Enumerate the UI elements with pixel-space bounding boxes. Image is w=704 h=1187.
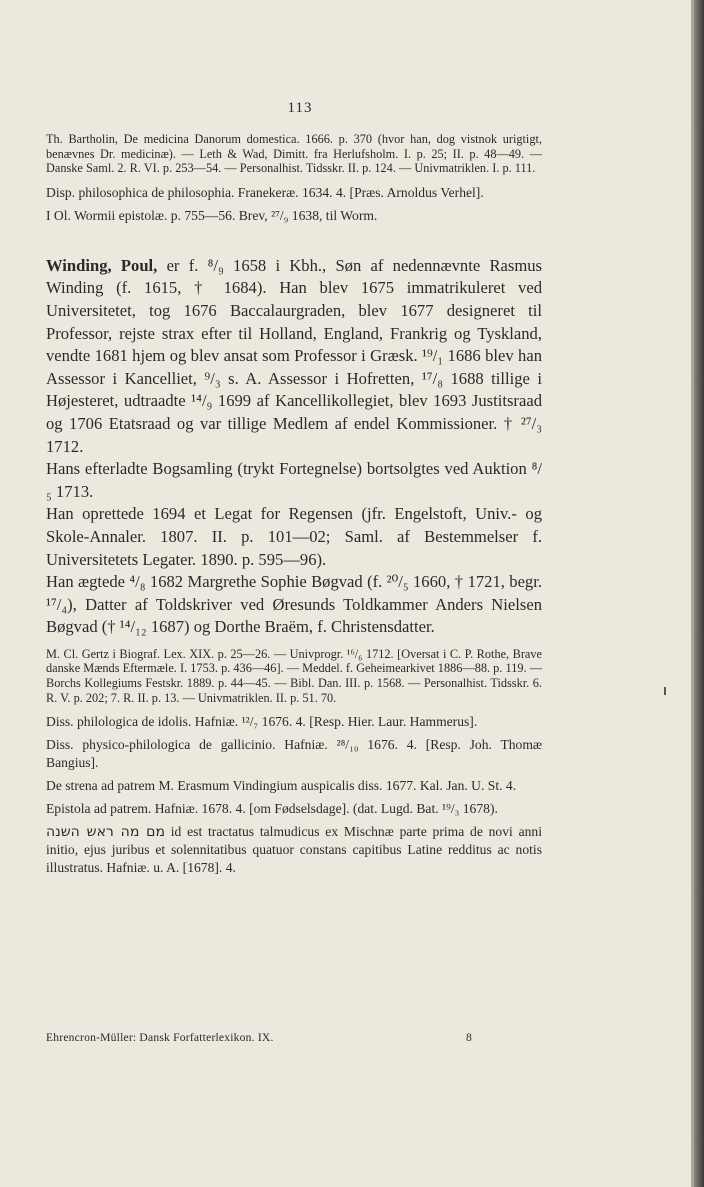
intro-references: Th. Bartholin, De medicina Danorum domestica. 1666. p. 370 (hvor han, dog vistnok urigtigt, benævnes Dr. medicinæ). — Leth & Wad, Dimitt. fra Herlufsholm. I. p. 25; II. p. 48—49. — Danske Saml. 2. R. VI. p. 253—54. — Personalhist. Tidsskr. II. p. 124. — Univmatriklen. I. p. 111.: [46, 132, 542, 176]
footer-signature: 8: [466, 1031, 472, 1044]
margin-mark: [664, 687, 666, 695]
intro-work-2: I Ol. Wormii epistolæ. p. 755—56. Brev, ²⁷/₉ 1638, til Worm.: [46, 207, 378, 223]
footer-title: Ehrencron-Müller: Dansk Forfatterlexikon. IX.: [46, 1031, 274, 1044]
entry-paragraph-1: Hans efterladte Bogsamling (trykt Fortegnelse) bortsolgtes ved Auktion ⁸/₅ 1713.: [46, 459, 542, 501]
entry-work-5: [46, 823, 542, 877]
entry-paragraph-2: Han oprettede 1694 et Legat for Regensen (jfr. Engelstoft, Univ.- og Skole-Annaler. 1807. II. p. 101—02; Saml. af Bestemmelser f. Universitetets Legater. 1890. p. 595—96).: [46, 504, 542, 569]
entry-name: Winding, Poul,: [46, 255, 158, 275]
entry-work-2: Diss. physico-philologica de gallicinio. Hafniæ. ²⁸/₁₀ 1676. 4. [Resp. Joh. Thomæ Bangius].: [46, 737, 542, 771]
entry-work-4: Epistola ad patrem. Hafniæ. 1678. 4. [om Fødselsdage]. (dat. Lugd. Bat. ¹⁹/₃ 1678).: [46, 801, 498, 817]
page-content: [46, 132, 542, 877]
entry-work-1: Diss. philologica de idolis. Hafniæ. ¹²/₇ 1676. 4. [Resp. Hier. Laur. Hammerus].: [46, 714, 478, 730]
page-edge: [694, 0, 704, 1187]
page-number: 113: [287, 100, 313, 116]
page-footer: [46, 1031, 542, 1044]
entry-references: M. Cl. Gertz i Biograf. Lex. XIX. p. 25—26. — Univprogr. ¹⁶/₆ 1712. [Oversat i C. P. Rothe, Brave danske Mænds Eftermæle. I. 1753. p. 436—46]. — Meddel. f. Geheimearkivet 1886—88. p. 119. — Borchs Kollegiums Festskr. 1889. p. 44—45. — Bibl. Dan. III. p. 1568. — Personalhist. Tidsskr. 6. R. V. p. 202; 7. R. II. p. 13. — Univmatriklen. II. p. 51. 70.: [46, 646, 542, 705]
entry-paragraph-3: Han ægtede ⁴/₈ 1682 Margrethe Sophie Bøgvad (f. ²⁰/₅ 1660, † 1721, begr. ¹⁷/₄), Datter af Toldskriver ved Øresunds Toldkammer Anders Nielsen Bøgvad († ¹⁴/₁₂ 1687) og Dorthe Braëm, f. Christensdatter.: [46, 572, 542, 637]
entry-bio-text: er f. ⁸/₉ 1658 i Kbh., Søn af nedennævnte Rasmus Winding (f. 1615, † 1684). Han blev 1675 immatrikuleret ved Universitetet, tog 1676 Baccalaurgraden, blev 1677 designeret til Professor, rejste strax efter til Holland, England, Frankrig og Tyskland, vendte 1681 hjem og blev ansat som Professor i Græsk. ¹⁹/₁ 1686 blev han Assessor i Kancelliet, ⁹/₃ s. A. Assessor i Hofretten, ¹⁷/₈ 1688 tillige i Højesteret, udtraadte ¹⁴/₉ 1699 af Kancellikollegiet, blev 1693 Justitsraad og 1706 Etatsraad og var tillige Medlem af endel Kommissioner. † ²⁷/₃ 1712.: [46, 255, 542, 456]
intro-work-1: Disp. philosophica de philosophia. Franekeræ. 1634. 4. [Præs. Arnoldus Verhel].: [46, 184, 484, 200]
hebrew-title: מם מה ראש השנה: [46, 824, 165, 841]
entry-bio: [46, 255, 542, 458]
entry-work-5-text: id est tractatus talmudicus ex Mischnæ parte prima de novi anni initio, ejus juribus et solennitatibus quatuor constans capitibus Latine redditus ac notis illustratus. Hafniæ. u. A. [1678]. 4.: [46, 824, 542, 876]
entry-work-3: De strena ad patrem M. Erasmum Vindingium auspicalis diss. 1677. Kal. Jan. U. St. 4.: [46, 778, 517, 794]
